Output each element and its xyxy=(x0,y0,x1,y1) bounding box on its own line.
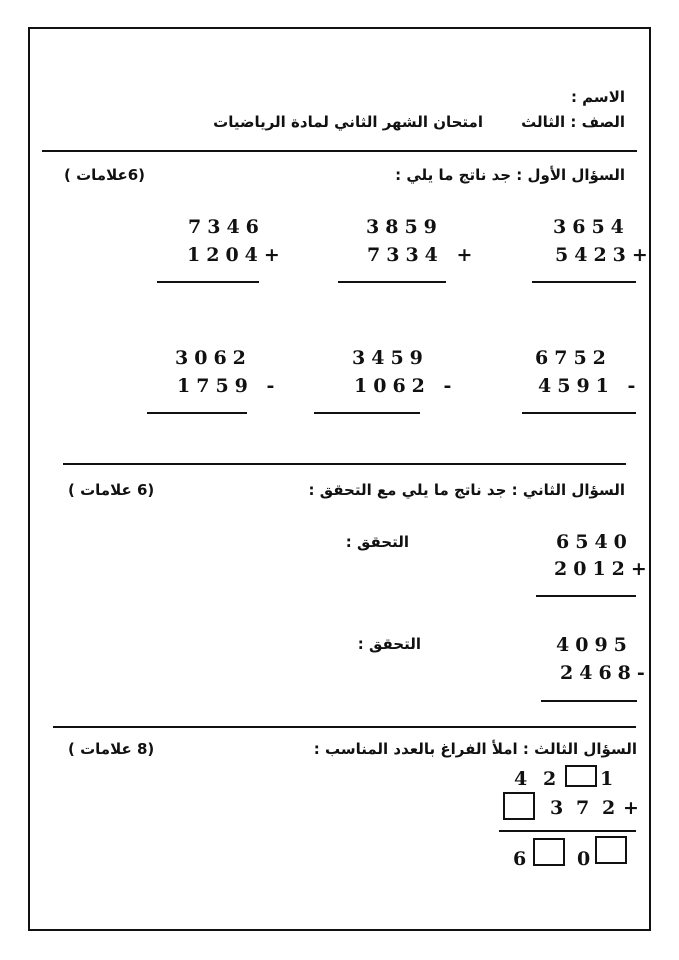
q1-p6-line xyxy=(147,412,247,414)
q3-r1-digit-1: 1 xyxy=(600,768,614,790)
q2-marks: (6 علامات ) xyxy=(68,481,155,499)
q1-title: السؤال الأول : جد ناتج ما يلي : xyxy=(395,166,625,184)
q3-r2-digit-3: 3 xyxy=(550,797,564,819)
header-divider xyxy=(42,150,637,152)
exam-title: امتحان الشهر الثاني لمادة الرياضيات xyxy=(213,113,483,131)
q1-p2-line xyxy=(338,281,446,283)
q1-p5-bottom: 1062 - xyxy=(354,375,458,397)
q1-p3-line xyxy=(157,281,259,283)
q3-r1-digit-2: 2 xyxy=(543,768,557,790)
q2-p2-bottom: 2468- xyxy=(560,662,651,684)
q3-title: السؤال الثالث : املأ الفراغ بالعدد المناسب : xyxy=(313,740,637,758)
q1-p1-top: 3654 xyxy=(553,216,630,238)
q2-title: السؤال الثاني : جد ناتج ما يلي مع التحقق : xyxy=(308,481,625,499)
q1-p3-top: 7346 xyxy=(188,216,265,238)
q2-p1-bottom: 2012+ xyxy=(554,558,653,580)
q2-p2-top: 4095 xyxy=(556,634,633,656)
q1-p5-line xyxy=(314,412,420,414)
name-label: الاسم : xyxy=(570,88,625,106)
q3-r3-blank-1[interactable] xyxy=(533,838,565,866)
q2-p2-check-label: التحقق : xyxy=(357,635,421,653)
q1-p3-bottom: 1204+ xyxy=(187,244,286,266)
q2-p1-line xyxy=(536,595,636,597)
grade-label: الصف : الثالث xyxy=(521,113,625,131)
q1-p2-bottom: 7334 + xyxy=(367,244,479,266)
q1-p4-line xyxy=(522,412,636,414)
q2-p2-line xyxy=(541,700,637,702)
q3-r2-blank[interactable] xyxy=(503,792,535,820)
q3-r2-digit-2: 2 xyxy=(602,797,616,819)
q1-p2-top: 3859 xyxy=(366,216,443,238)
page-frame xyxy=(28,27,651,931)
q1-p6-bottom: 1759 - xyxy=(177,375,281,397)
q1-p4-bottom: 4591 - xyxy=(538,375,642,397)
q2-p1-check-label: التحقق : xyxy=(345,533,409,551)
q2-divider xyxy=(53,726,636,728)
q3-marks: (8 علامات ) xyxy=(68,740,155,758)
q3-r1-blank[interactable] xyxy=(565,765,597,787)
q3-r3-digit-6: 6 xyxy=(513,848,527,870)
q1-p5-top: 3459 xyxy=(352,347,429,369)
q1-marks: (6علامات ) xyxy=(64,166,146,184)
q2-p1-top: 6540 xyxy=(556,531,633,553)
q3-r1-digit-4: 4 xyxy=(514,768,528,790)
q3-r3-blank-2[interactable] xyxy=(595,836,627,864)
q1-divider xyxy=(63,463,626,465)
q3-r3-digit-0: 0 xyxy=(577,848,591,870)
q3-r2-plus: + xyxy=(623,797,639,819)
q1-p1-line xyxy=(532,281,636,283)
q3-sum-line xyxy=(499,830,636,832)
q1-p4-top: 6752 xyxy=(535,347,612,369)
q1-p6-top: 3062 xyxy=(175,347,252,369)
q1-p1-bottom: 5423+ xyxy=(555,244,654,266)
q3-r2-digit-7: 7 xyxy=(576,797,590,819)
